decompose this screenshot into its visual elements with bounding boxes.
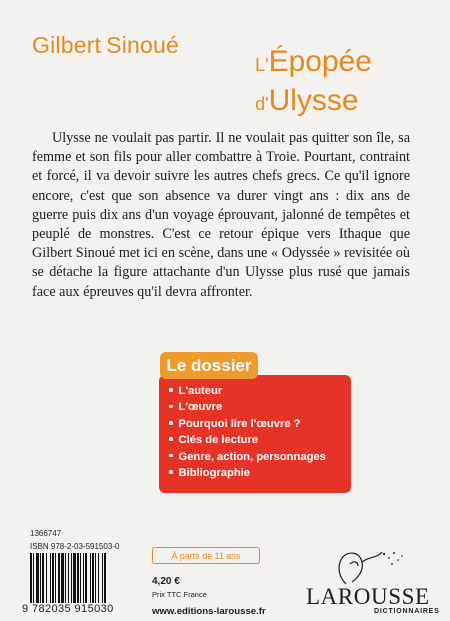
product-code: 1366747 [30, 529, 62, 538]
isbn: ISBN 978-2-03-591503-0 [30, 542, 120, 551]
author-name [32, 32, 179, 59]
age-badge: À partir de 11 ans [152, 547, 260, 564]
title-line-1 [255, 44, 372, 83]
bullet-icon [169, 454, 173, 458]
title-article-2: d' [255, 94, 269, 114]
price: 4,20 € [152, 576, 180, 587]
author-last-name: Sinoué [106, 32, 179, 58]
bullet-icon [169, 437, 173, 441]
title-word-2: Ulysse [268, 84, 359, 117]
dossier-item: Bibliographie [169, 465, 351, 481]
synopsis-text: Ulysse ne voulait pas partir. Il ne voulait pas quitter son île, sa femme et son fils pour aller combattre à Troie. Pourtant, contraint et forcé, il va devoir suivre les autres chefs grecs. Ce qu'il ignore encore, c'est que son absence va durer vingt ans : dix ans de guerre puis dix ans d'un voyage éprouvant, jalonné de tempêtes et peuplé de monstres. C'est ce retour épique vers Ithaque que Gilbert Sinoué met ici en scène, dans une « Odyssée » revisitée où se détache la figure attachante d'un Ulysse plus rusé que jamais face aux épreuves qu'il devra affronter. [32, 130, 410, 300]
barcode-digits: 9 782035 915030 [22, 603, 114, 615]
publisher-logo-subtext: DICTIONNAIRES [374, 608, 440, 615]
dossier-panel [159, 375, 351, 493]
dossier-item: Pourquoi lire l'œuvre ? [169, 416, 351, 432]
publisher-website: www.editions-larousse.fr [152, 606, 266, 617]
dossier-item: L'œuvre [169, 399, 351, 415]
publisher-logo-text: LAROUSSE [306, 584, 430, 609]
title-article-1: L' [255, 55, 269, 75]
author-first-name: Gilbert [32, 32, 102, 58]
bullet-icon [169, 388, 173, 392]
title-line-2 [255, 83, 372, 122]
dossier-item: Genre, action, personnages [169, 449, 351, 465]
bullet-icon [169, 405, 173, 409]
book-title [255, 44, 372, 122]
dossier-heading: Le dossier [160, 352, 258, 379]
dossier-item: Clés de lecture [169, 432, 351, 448]
barcode-icon [30, 553, 142, 603]
price-note: Prix TTC France [152, 590, 207, 599]
dossier-list [159, 375, 351, 481]
bullet-icon [169, 421, 173, 425]
bullet-icon [169, 470, 173, 474]
dossier-item: L'auteur [169, 383, 351, 399]
title-word-1: Épopée [268, 45, 372, 78]
